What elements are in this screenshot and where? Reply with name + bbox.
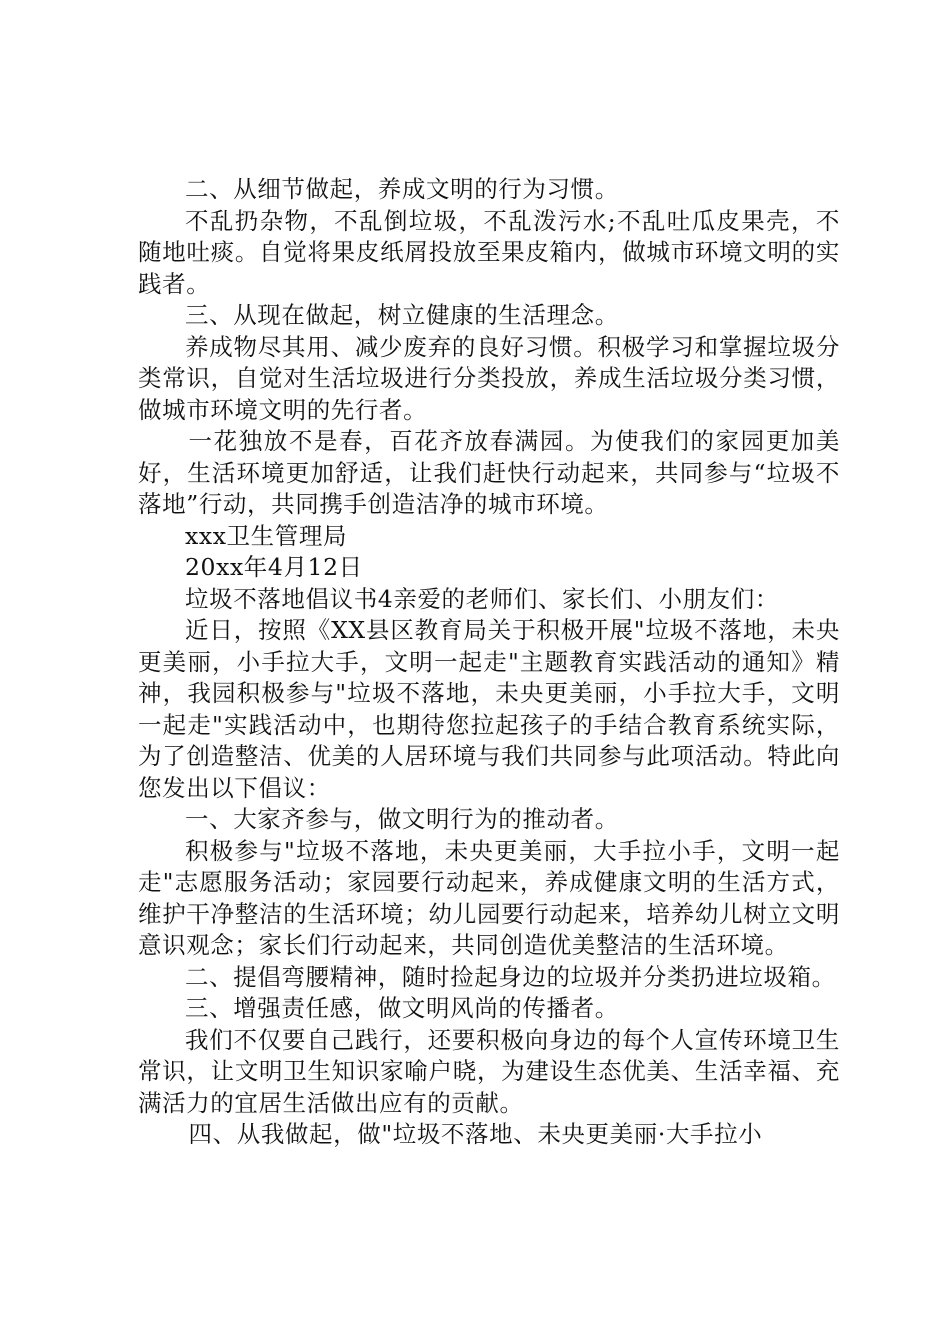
paragraph-section-three-heading: 三、从现在做起，树立健康的生活理念。 (185, 301, 619, 329)
signature-date: 20xx年4月12日 (185, 553, 363, 581)
paragraph-item-two: 二、提倡弯腰精神，随时捡起身边的垃圾并分类扔进垃圾箱。 (185, 962, 836, 991)
proposal-four-salutation: 垃圾不落地倡议书4亲爱的老师们、家长们、小朋友们： (185, 584, 779, 613)
paragraph-no-littering: 不乱扔杂物，不乱倒垃圾，不乱泼污水;不乱吐瓜皮果壳，不随地吐痰。自觉将果皮纸屑投放至果皮箱内，做城市环境文明的实践者。 (138, 206, 840, 298)
paragraph-item-three-heading: 三、增强责任感，做文明风尚的传播者。 (185, 994, 619, 1022)
paragraph-waste-sorting: 养成物尽其用、减少废弃的良好习惯。积极学习和掌握垃圾分类常识，自觉对生活垃圾进行分类投放，养成生活垃圾分类习惯，做城市环境文明的先行者。 (138, 332, 840, 424)
paragraph-recent-notice: 近日，按照《XX县区教育局关于积极开展"垃圾不落地，未央更美丽，小手拉大手，文明一起走"主题教育实践活动的通知》精神，我园积极参与"垃圾不落地，未央更美丽，小手拉大手，文明一起走"实践活动中，也期待您拉起孩子的手结合教育系统实际，为了创造整洁、优美的人居环境与我们共同参与此项活动。特此向您发出以下倡议： (138, 616, 840, 802)
paragraph-item-four-heading: 四、从我做起，做"垃圾不落地、未央更美丽·大手拉小 (188, 1120, 763, 1148)
paragraph-item-one-heading: 一、大家齐参与，做文明行为的推动者。 (185, 805, 619, 833)
paragraph-spread-knowledge: 我们不仅要自己践行，还要积极向身边的每个人宣传环境卫生常识，让文明卫生知识家喻户晓，为建设生态优美、生活幸福、充满活力的宜居生活做出应有的贡献。 (138, 1025, 840, 1117)
document-body (138, 174, 840, 1151)
paragraph-section-two-heading: 二、从细节做起，养成文明的行为习惯。 (185, 175, 619, 203)
paragraph-volunteer-activity: 积极参与"垃圾不落地，未央更美丽，大手拉小手，文明一起走"志愿服务活动；家园要行动起来，养成健康文明的生活方式，维护干净整洁的生活环境；幼儿园要行动起来，培养幼儿树立文明意识观念；家长们行动起来，共同创造优美整洁的生活环境。 (138, 836, 840, 959)
paragraph-call-to-action: 一花独放不是春，百花齐放春满园。为使我们的家园更加美好，生活环境更加舒适，让我们赶快行动起来，共同参与“垃圾不落地”行动，共同携手创造洁净的城市环境。 (138, 427, 840, 518)
signature-organization: xxx卫生管理局 (185, 521, 348, 550)
